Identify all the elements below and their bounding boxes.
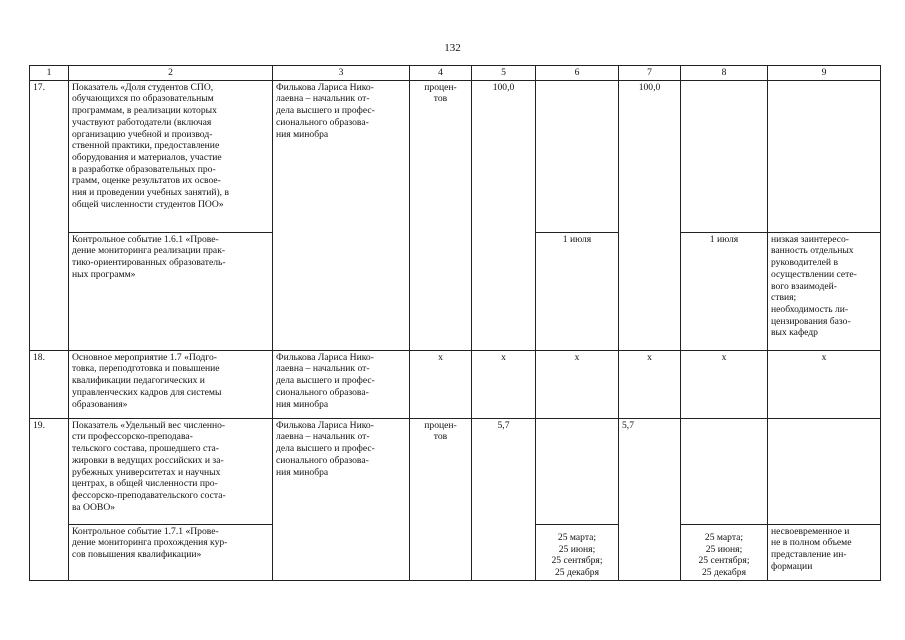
indicator-text: Показатель «Доля студентов СПО, обучающихся по образовательным программам, в реализации которых участвуют работодатели (включая организацию учебной и производ- ственной практики, предоставление оборудования и материалов, участие в разработке образовательных про- грамм, оценке результатов их освое- ния и проведении учебных занятий), в общей численности студентов ПОО» xyxy=(69,80,273,232)
row-number: 19. xyxy=(30,418,69,580)
value-cell xyxy=(536,418,619,524)
value-cell xyxy=(681,418,768,524)
control-event-text: Контрольное событие 1.7.1 «Прове- дение мониторинга прохождения кур- сов повышения квалификации» xyxy=(69,524,273,580)
value-cell: х xyxy=(681,350,768,418)
page-number: 132 xyxy=(444,42,461,54)
value-cell: 100,0 xyxy=(472,80,536,350)
value-cell: 100,0 xyxy=(619,80,681,350)
row-number: 18. xyxy=(30,350,69,418)
unit-cell: процен- тов xyxy=(410,80,472,350)
value-cell: 5,7 xyxy=(472,418,536,580)
table-row xyxy=(30,80,881,232)
risk-cell xyxy=(768,418,881,524)
value-cell: 5,7 xyxy=(619,418,681,580)
risk-cell: несвоевременное и не в полном объеме представление ин- формации xyxy=(768,524,881,580)
column-header: 2 xyxy=(69,66,273,81)
event-date: 1 июля xyxy=(681,232,768,350)
column-header: 8 xyxy=(681,66,768,81)
column-number-row xyxy=(30,66,881,81)
column-header: 3 xyxy=(273,66,410,81)
column-header: 9 xyxy=(768,66,881,81)
control-event-text: Контрольное событие 1.6.1 «Прове- дение мониторинга реализации прак- тико-ориентированных образователь- ных программ» xyxy=(69,232,273,350)
value-cell: х xyxy=(410,350,472,418)
row-number: 17. xyxy=(30,80,69,350)
column-header: 7 xyxy=(619,66,681,81)
table-row xyxy=(30,418,881,524)
event-date: 1 июля xyxy=(536,232,619,350)
unit-cell: процен- тов xyxy=(410,418,472,580)
column-header: 4 xyxy=(410,66,472,81)
program-indicators-table xyxy=(29,65,881,581)
column-header: 5 xyxy=(472,66,536,81)
value-cell: х xyxy=(472,350,536,418)
table-row xyxy=(30,350,881,418)
event-date: 25 марта; 25 июня; 25 сентября; 25 декабря xyxy=(536,524,619,580)
indicator-text: Показатель «Удельный вес численно- сти профессорско-преподава- тельского состава, прошедшего ста- жировки в ведущих российских и за- рубежных университетах и научных центрах, в общей численности про- фессорско-преподавательского соста- ва ООВО» xyxy=(69,418,273,524)
responsible-person: Филькова Лариса Нико- лаевна – начальник от- дела высшего и профес- сионального образова- ния минобра xyxy=(273,418,410,580)
value-cell: х xyxy=(768,350,881,418)
event-date: 25 марта; 25 июня; 25 сентября; 25 декабря xyxy=(681,524,768,580)
responsible-person: Филькова Лариса Нико- лаевна – начальник от- дела высшего и профес- сионального образова- ния минобра xyxy=(273,80,410,350)
responsible-person: Филькова Лариса Нико- лаевна – начальник от- дела высшего и профес- сионального образова- ния минобра xyxy=(273,350,410,418)
indicator-text: Основное мероприятие 1.7 «Подго- товка, переподготовка и повышение квалификации педагогических и управленческих кадров для системы образования» xyxy=(69,350,273,418)
column-header: 1 xyxy=(30,66,69,81)
risk-cell xyxy=(768,80,881,232)
value-cell xyxy=(681,80,768,232)
column-header: 6 xyxy=(536,66,619,81)
risk-cell: низкая заинтересо- ванность отдельных руководителей в осуществлении сете- вого взаимодей- ствия; необходимость ли- цензирования базо- вых кафедр xyxy=(768,232,881,350)
value-cell: х xyxy=(619,350,681,418)
value-cell: х xyxy=(536,350,619,418)
value-cell xyxy=(536,80,619,232)
